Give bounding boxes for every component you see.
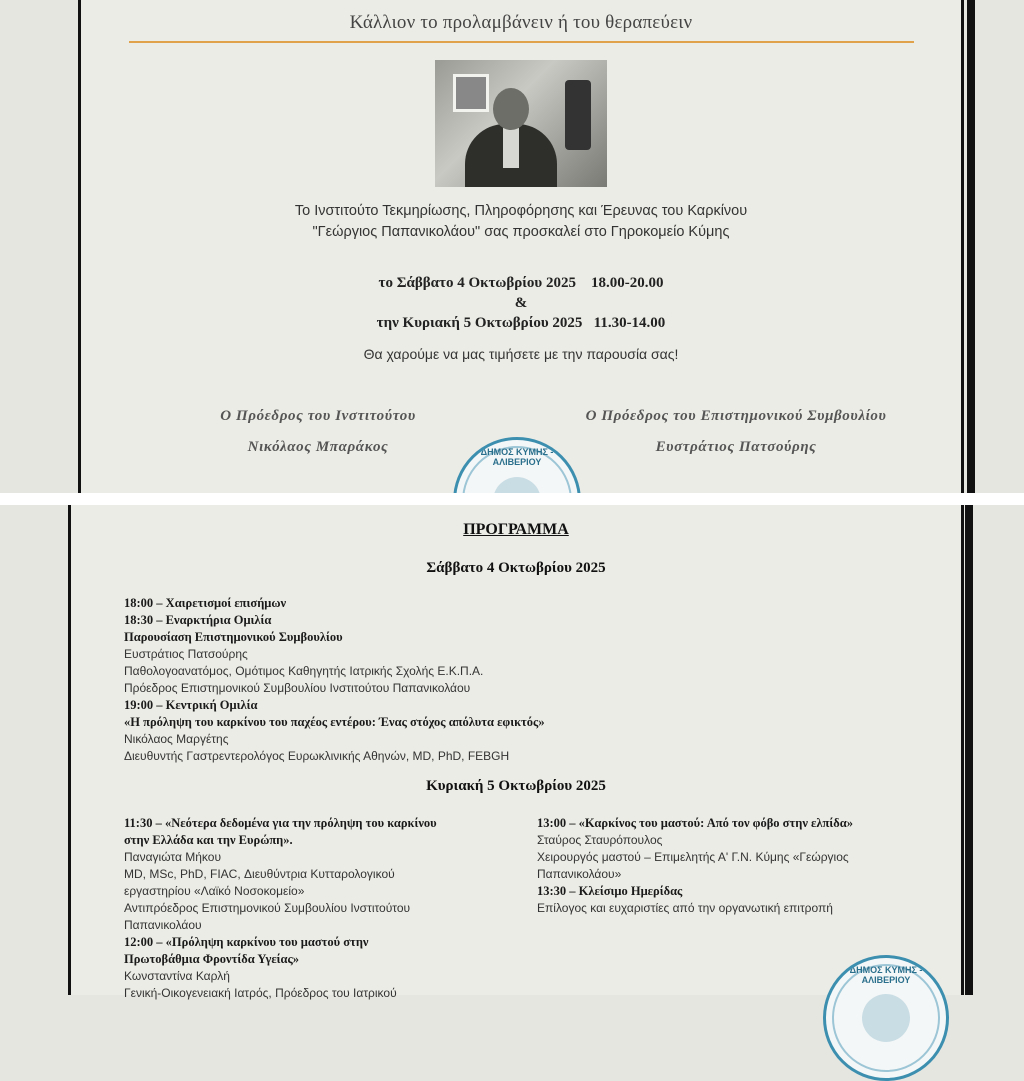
- closing-line: Θα χαρούμε να μας τιμήσετε με την παρουσία σας!: [363, 346, 679, 362]
- wall-picture: [453, 74, 489, 112]
- program-page: [68, 505, 964, 1000]
- program-line: MD, MSc, PhD, FIAC, Διευθύντρια Κυτταρολογικού: [124, 867, 395, 881]
- motto-heading: Κάλλιον το προλαμβάνειν ή του θεραπεύειν: [349, 12, 693, 33]
- program-line: 12:00 – «Πρόληψη καρκίνου του μαστού στην: [124, 935, 369, 949]
- program-line: Επίλογος και ευχαριστίες από την οργανωτική επιτροπή: [537, 901, 833, 915]
- day2-program-right: [537, 815, 937, 917]
- intro-line-2: "Γεώργιος Παπανικολάου" σας προσκαλεί στο Γηροκομείο Κύμης: [312, 224, 730, 240]
- invitation-page: [78, 0, 964, 493]
- date-saturday: το Σάββατο 4 Οκτωβρίου 2025 18.00-20.00: [378, 275, 664, 291]
- day1-heading: Σάββατο 4 Οκτωβρίου 2025: [426, 560, 606, 576]
- seal-portrait: [862, 994, 910, 1042]
- page-edge-shadow: [967, 0, 975, 493]
- program-line: 11:30 – «Νεότερα δεδομένα για την πρόληψη του καρκίνου: [124, 816, 437, 830]
- program-line: Παπανικολάου: [124, 918, 202, 932]
- seal-text: ΔΗΜΟΣ ΚΥΜΗΣ - ΑΛΙΒΕΡΙΟΥ: [849, 965, 923, 985]
- program-line: 13:30 – Κλείσιμο Ημερίδας: [537, 884, 683, 898]
- signature-right-name: Ευστράτιος Πατσούρης: [655, 439, 817, 455]
- program-title: ΠΡΟΓΡΑΜΜΑ: [463, 521, 569, 538]
- program-line: Κωνσταντίνα Καρλή: [124, 969, 230, 983]
- program-line: 13:00 – «Καρκίνος του μαστού: Από τον φόβο στην ελπίδα»: [537, 816, 853, 830]
- program-line: Ευστράτιος Πατσούρης: [124, 647, 248, 661]
- program-line: Νικόλαος Μαργέτης: [124, 732, 229, 746]
- page-gap: [0, 493, 1024, 505]
- day2-program-left: [124, 815, 524, 1002]
- signature-left-title: Ο Πρόεδρος του Ινστιτούτου: [220, 408, 416, 424]
- intro-line-1: Το Ινστιτούτο Τεκμηρίωσης, Πληροφόρησης και Έρευνας του Καρκίνου: [294, 203, 748, 219]
- seal-text: ΔΗΜΟΣ ΚΥΜΗΣ - ΑΛΙΒΕΡΙΟΥ: [480, 447, 554, 467]
- program-line: Πρόεδρος Επιστημονικού Συμβουλίου Ινστιτούτου Παπανικολάου: [124, 681, 471, 695]
- papanikolaou-photo: [435, 60, 607, 187]
- program-line: «Η πρόληψη του καρκίνου του παχέος εντέρου: Ένας στόχος απόλυτα εφικτός»: [124, 715, 545, 729]
- microscope-shape: [565, 80, 591, 150]
- signature-right-title: Ο Πρόεδρος του Επιστημονικού Συμβουλίου: [585, 408, 887, 424]
- program-line: Γενική-Οικογενειακή Ιατρός, Πρόεδρος του Ιατρικού: [124, 986, 397, 1000]
- program-line: Διευθυντής Γαστρεντερολόγος Ευρωκλινικής Αθηνών, MD, PhD, FEBGH: [124, 749, 510, 763]
- program-line: Παρουσίαση Επιστημονικού Συμβουλίου: [124, 630, 343, 644]
- signature-left-name: Νικόλαος Μπαράκος: [247, 439, 389, 455]
- day1-program-list: [124, 595, 924, 765]
- program-line: Παπανικολάου»: [537, 867, 622, 881]
- date-ampersand: &: [514, 295, 528, 311]
- person-head: [493, 88, 529, 130]
- program-line: στην Ελλάδα και την Ευρώπη».: [124, 833, 293, 847]
- date-sunday: την Κυριακή 5 Οκτωβρίου 2025 11.30-14.00: [376, 315, 666, 331]
- program-line: Χειρουργός μαστού – Επιμελητής Α' Γ.Ν. Κύμης «Γεώργιος: [537, 850, 849, 864]
- orange-divider: [129, 41, 914, 43]
- program-line: Αντιπρόεδρος Επιστημονικού Συμβουλίου Ινστιτούτου: [124, 901, 411, 915]
- program-line: Παναγιώτα Μήκου: [124, 850, 222, 864]
- page-edge-shadow: [965, 505, 973, 995]
- program-line: Παθολογοανατόμος, Ομότιμος Καθηγητής Ιατρικής Σχολής Ε.Κ.Π.Α.: [124, 664, 484, 678]
- program-line: εργαστηρίου «Λαϊκό Νοσοκομείο»: [124, 884, 305, 898]
- program-line: 19:00 – Κεντρική Ομιλία: [124, 698, 258, 712]
- person-shirt: [503, 128, 519, 168]
- municipality-seal: [823, 955, 949, 1081]
- program-line: Πρωτοβάθμια Φροντίδα Υγείας»: [124, 952, 300, 966]
- program-line: 18:00 – Χαιρετισμοί επισήμων: [124, 596, 287, 610]
- day2-heading: Κυριακή 5 Οκτωβρίου 2025: [426, 778, 606, 794]
- program-line: 18:30 – Εναρκτήρια Ομιλία: [124, 613, 272, 627]
- program-line: Σταύρος Σταυρόπουλος: [537, 833, 663, 847]
